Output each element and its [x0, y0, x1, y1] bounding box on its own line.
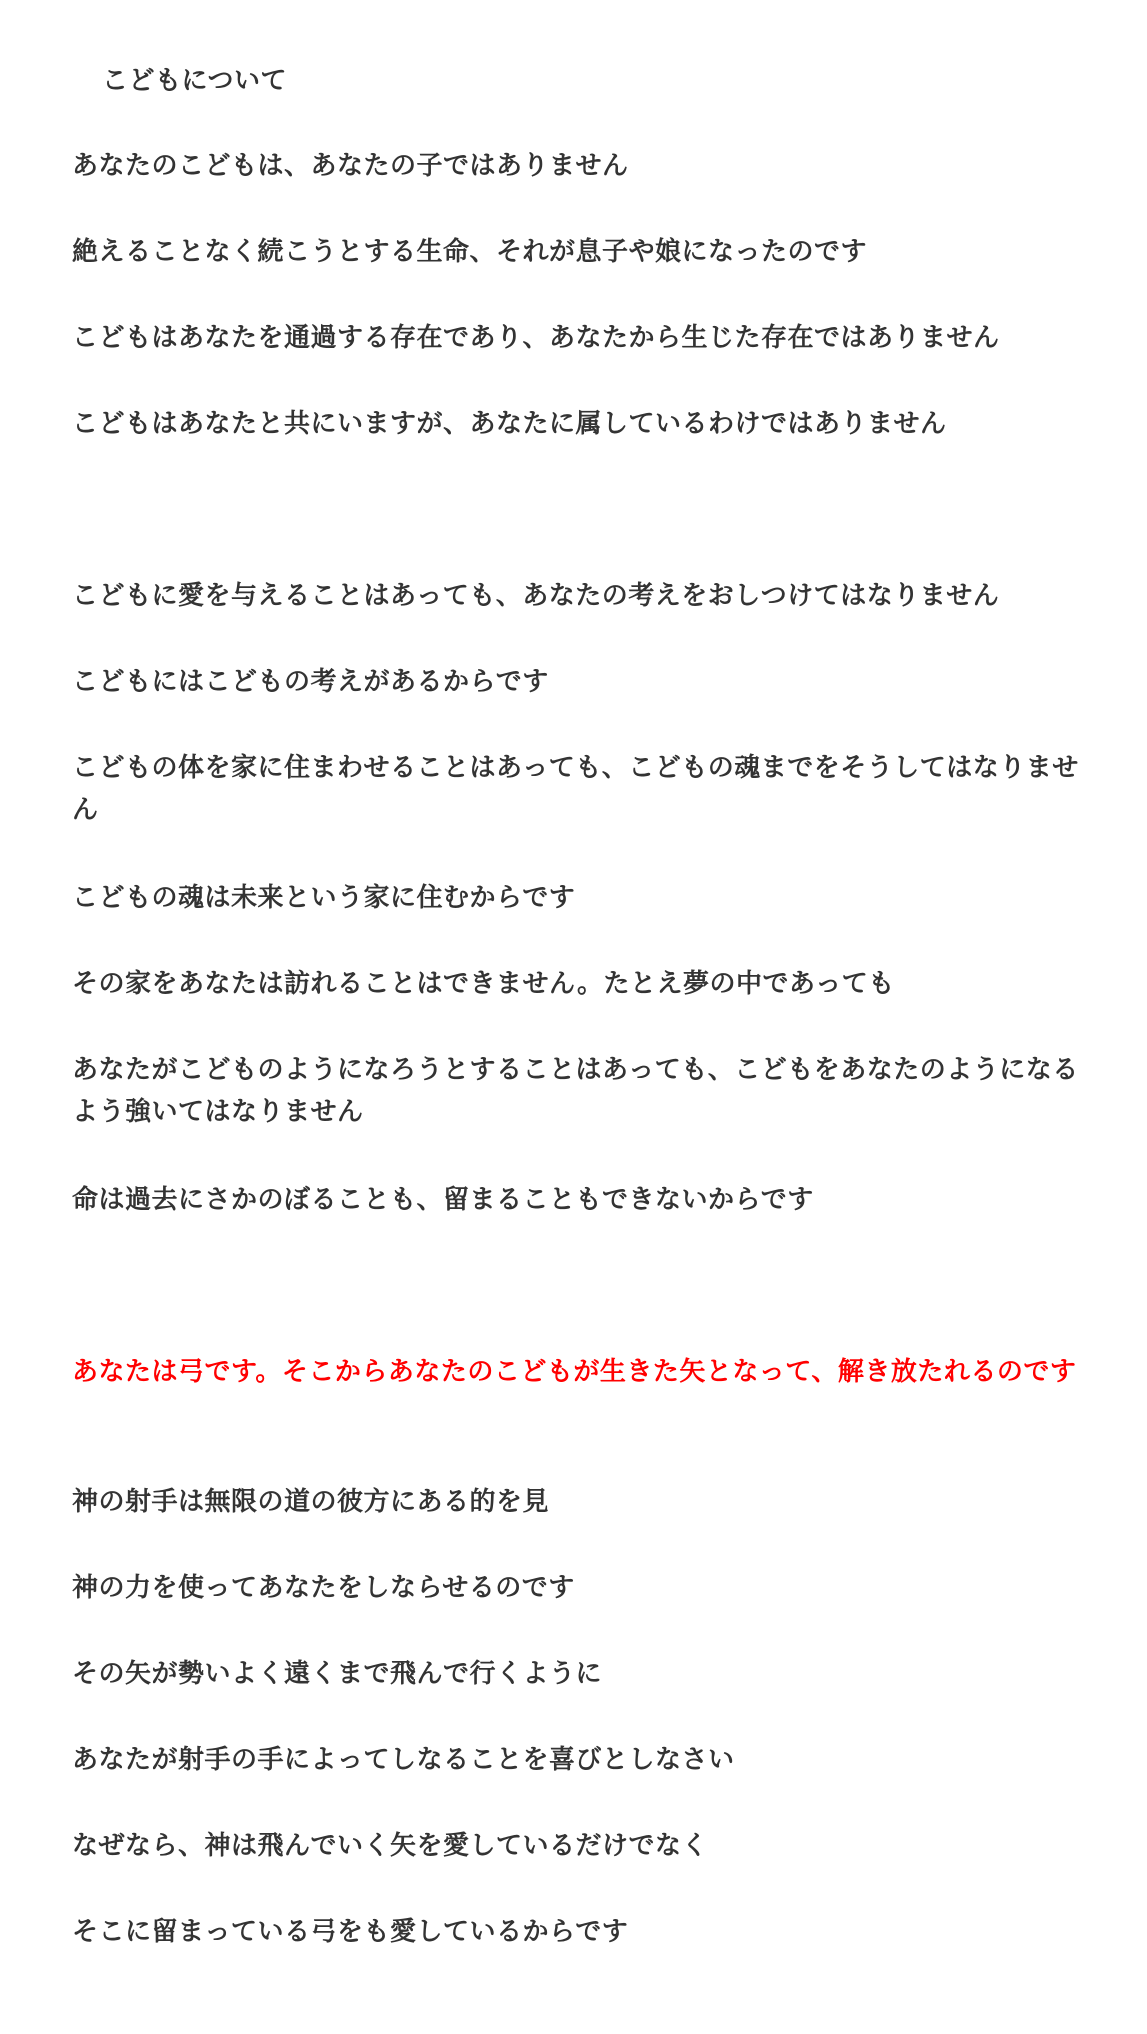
poem-line: こどもに愛を与えることはあっても、あなたの考えをおしつけてはなりません [72, 581, 1000, 611]
poem-line: あなたのこどもは、あなたの子ではありません [72, 151, 629, 181]
poem-line: そこに留まっている弓をも愛しているからです [72, 1917, 629, 1947]
poem-line: 絶えることなく続こうとする生命、それが息子や娘になったのです [72, 237, 868, 267]
highlight-line: あなたは弓です。そこからあなたのこどもが生きた矢となって、解き放たれるのです [72, 1357, 1077, 1387]
poem-line: こどもの体を家に住まわせることはあっても、こどもの魂までをそうしてはなりません [72, 753, 1079, 825]
poem-line: こどもはあなたと共にいますが、あなたに属しているわけではありません [72, 409, 947, 439]
poem-line: なぜなら、神は飛んでいく矢を愛しているだけでなく [72, 1831, 709, 1861]
poem-line: こどもの魂は未来という家に住むからです [72, 883, 576, 913]
poem-line: こどもにはこどもの考えがあるからです [72, 667, 549, 697]
poem-line: こどもはあなたを通過する存在であり、あなたから生じた存在ではありません [72, 323, 1000, 353]
poem-title: こどもについて [102, 66, 287, 96]
poem-line: その矢が勢いよく遠くまで飛んで行くように [72, 1659, 603, 1689]
poem-line: その家をあなたは訪れることはできません。たとえ夢の中であっても [72, 969, 895, 999]
poem-line: 神の射手は無限の道の彼方にある的を見 [72, 1487, 550, 1517]
poem-line: 命は過去にさかのぼることも、留まることもできないからです [72, 1185, 814, 1215]
poem-line: あなたがこどものようになろうとすることはあっても、こどもをあなたのようになるよう強いてはなりません [72, 1055, 1079, 1127]
poem-line: 神の力を使ってあなたをしならせるのです [72, 1573, 575, 1603]
poem-line: あなたが射手の手によってしなることを喜びとしなさい [72, 1745, 735, 1775]
